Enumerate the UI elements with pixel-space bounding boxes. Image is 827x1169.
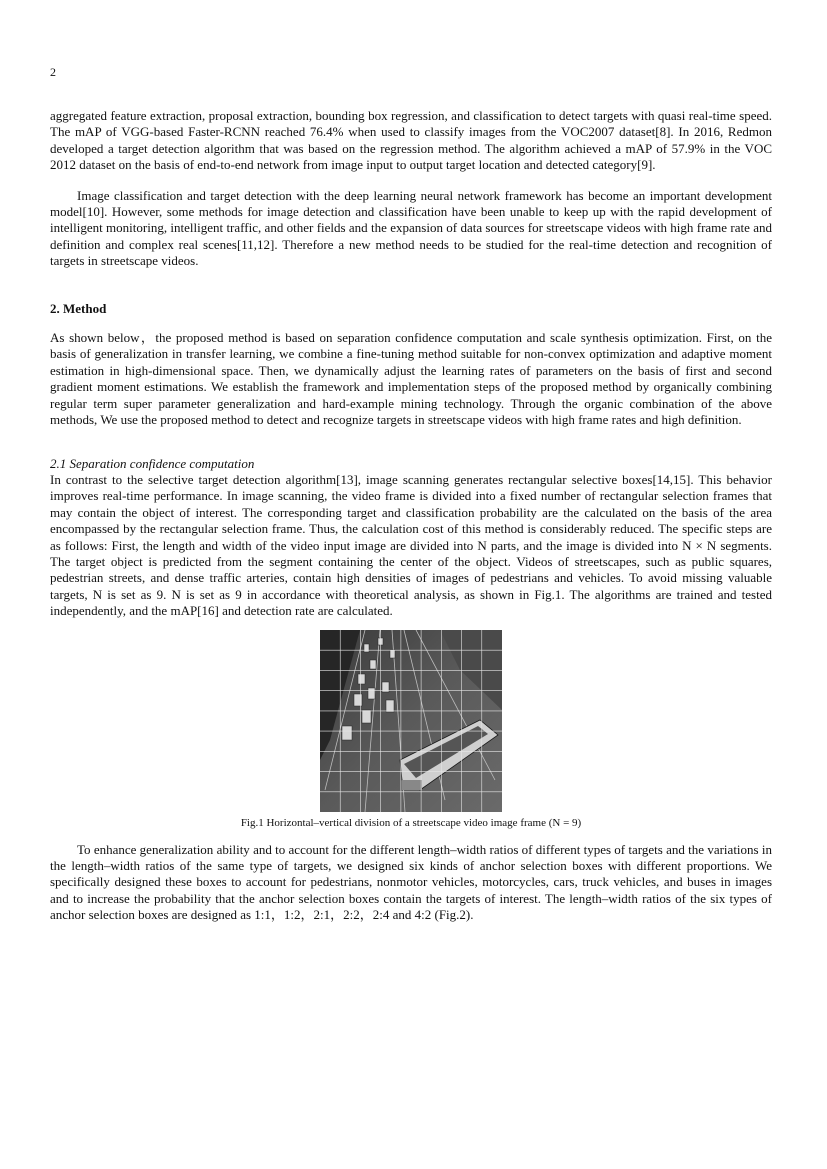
paragraph-separation-confidence: In contrast to the selective target detection algorithm[13], image scanning generates rectangular selective boxes[14,15]. This behavior improves real-time performance. In image scanning, the video frame is divided into a fixed number of rectangular selection frames that may contain the object of interest. The corresponding target and classification probability are the calculated on the basis of the area encompassed by the rectangular selection frame. Thus, the calculation cost of this method is considerably reduced. The specific steps are as follows: First, the length and width of the video input image are divided into N parts, and the image is divided into N × N segments. The target object is predicted from the segment containing the center of the object. Videos of streetscapes, such as public squares, pedestrian streets, and dense traffic arteries, contain high densities of images of pedestrians and vehicles. To avoid missing valuable targets, N is set as 9. N is set as 9 in accordance with theoretical analysis, as shown in Fig.1. The algorithms are trained and tested independently, and the mAP[16] and detection rate are calculated. <box>50 471 772 619</box>
figure-1-caption: Fig.1 Horizontal–vertical division of a streetscape video image frame (N = 9) <box>240 816 582 829</box>
figure-1 <box>50 630 772 830</box>
paragraph-motivation: Image classification and target detection with the deep learning neural network framework has become an important development model[10]. However, some methods for image detection and classification have been unable to keep up with the rapid development of intelligent monitoring, intelligent traffic, and other fields and the expansion of data sources for streetscape videos with high frame rate and definition and complex real scenes[11,12]. Therefore a new method needs to be studied for the real-time detection and recognition of targets in streetscape videos. <box>50 187 772 269</box>
page-number: 2 <box>50 65 56 79</box>
paragraph-anchor-boxes: To enhance generalization ability and to account for the different length–width ratios of different types of targets and the variations in the length–width ratios of the same type of targets, we designed six kinds of anchor selection boxes with different proportions. We specifically designed these boxes to account for pedestrians, nonmotor vehicles, motorcycles, cars, truck vehicles, and buses in images and to increase the probability that the anchor selection boxes contain the targets of interest. The length–width ratios of the six types of anchor selection boxes are designed as 1:1，1:2，2:1，2:2，2:4 and 4:2 (Fig.2). <box>50 841 772 923</box>
page-body <box>50 108 772 924</box>
streetscape-grid-image <box>320 630 502 812</box>
paragraph-method-intro: As shown below，the proposed method is based on separation confidence computation and scale synthesis optimization. First, on the basis of generalization in transfer learning, we combine a fine-tuning method suitable for non-convex optimization and adaptive moment estimation in high-dimensional space. Then, we dynamically adjust the learning rates of parameters on the basis of first and second gradient moment estimations. We establish the framework and implementation steps of the proposed method by organically combining regular term super parameter generalization and hard-example mining technology. Through the organic combination of the above methods, We use the proposed method to detect and recognize targets in streetscape videos with high frame rates and high definition. <box>50 330 772 428</box>
paragraph-related-work-continued: aggregated feature extraction, proposal extraction, bounding box regression, and classification to detect targets with quasi real-time speed. The mAP of VGG-based Faster-RCNN reached 76.4% when used to classify images from the VOC2007 dataset[8]. In 2016, Redmon developed a target detection algorithm that was based on the regression method. The algorithm achieved a mAP of 57.9% in the VOC 2012 dataset on the basis of end-to-end network from image input to output target location and detected category[9]. <box>50 108 772 173</box>
section-heading-method: 2. Method <box>50 300 107 316</box>
subsection-heading: 2.1 Separation confidence computation <box>50 455 255 471</box>
